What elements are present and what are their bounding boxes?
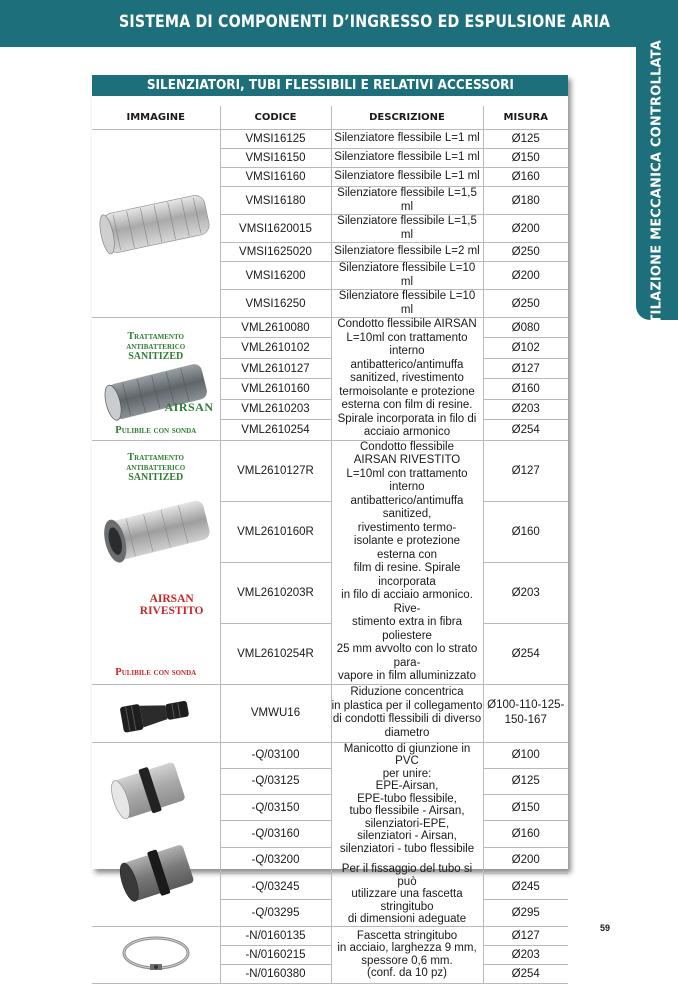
airsan-rivestito-description: Condotto flessibile AIRSAN RIVESTITO L=10ml con trattamento interno antibatterico/antimuffa sanitized, rivestimento termo- isolante e protezione esterna con film di resine. Spirale incorporata in filo di acciaio armonico. Rive- stimento extra in fibra poliestere 25 mm avvolto con lo strato para- vapore in film alluminizzato — [331, 440, 483, 684]
product-size: Ø200 — [483, 847, 568, 873]
product-size: Ø295 — [483, 900, 568, 926]
product-code: VMSI16200 — [220, 262, 331, 290]
clamp-image — [92, 926, 220, 983]
product-code: VML2610127R — [220, 440, 331, 501]
product-code: VMSI16180 — [220, 187, 331, 215]
product-size: Ø127 — [483, 358, 568, 378]
page-title: SISTEMA DI COMPONENTI D’INGRESSO ED ESPULSIONE ARIA — [118, 12, 610, 31]
product-code: VML2610254R — [220, 623, 331, 684]
clamp-description: Fascetta stringitubo in acciaio, larghezza 9 mm, spessore 0,6 mm. (conf. da 10 pz) — [331, 926, 483, 983]
product-size: Ø200 — [483, 262, 568, 290]
product-code: VML2610203R — [220, 562, 331, 623]
product-code: VML2610080 — [220, 318, 331, 338]
product-size: Ø180 — [483, 187, 568, 215]
product-size: Ø125 — [483, 768, 568, 794]
col-header-size: MISURA — [483, 106, 568, 130]
product-size: Ø160 — [483, 501, 568, 562]
product-code: -N/0160215 — [220, 945, 331, 964]
product-size: Ø102 — [483, 338, 568, 358]
table-header-row — [92, 106, 568, 130]
col-header-code: CODICE — [220, 106, 331, 130]
product-table — [92, 106, 568, 984]
col-header-image: IMMAGINE — [92, 106, 220, 130]
top-header-bar — [0, 0, 678, 47]
product-description: Silenziatore flessibile L=10 ml — [331, 290, 483, 318]
sanitized-label: Trattamento antibatterico SANITIZED — [126, 451, 186, 483]
product-description: Silenziatore flessibile L=1,5 ml — [331, 215, 483, 243]
product-code: -Q/03125 — [220, 768, 331, 794]
product-size: Ø250 — [483, 243, 568, 262]
product-description: Silenziatore flessibile L=1 ml — [331, 130, 483, 149]
product-size: Ø127 — [483, 440, 568, 501]
col-header-description: DESCRIZIONE — [331, 106, 483, 130]
product-size: Ø203 — [483, 945, 568, 964]
product-size: Ø254 — [483, 623, 568, 684]
sleeve-image — [92, 742, 220, 926]
reducer-icon — [111, 687, 201, 737]
product-code: -Q/03245 — [220, 873, 331, 899]
product-code: -Q/03150 — [220, 795, 331, 821]
product-size: Ø200 — [483, 215, 568, 243]
reducer-image — [92, 684, 220, 742]
product-code: VML2610160 — [220, 379, 331, 399]
cleanable-label: Pulibile con sonda — [115, 424, 197, 436]
product-size: Ø250 — [483, 290, 568, 318]
panel-title: SILENZIATORI, TUBI FLESSIBILI E RELATIVI ACCESSORI — [92, 75, 568, 96]
product-size: Ø100-110-125- 150-167 — [483, 684, 568, 742]
product-code: -Q/03160 — [220, 821, 331, 847]
product-size: Ø150 — [483, 795, 568, 821]
page-number: 59 — [600, 923, 611, 933]
silencer-duct-icon — [96, 152, 216, 292]
airsan-image — [92, 318, 220, 441]
product-code: -N/0160135 — [220, 926, 331, 945]
side-section-tab — [636, 39, 678, 355]
product-code: VML2610203 — [220, 399, 331, 419]
product-size: Ø245 — [483, 873, 568, 899]
product-code: VMSI16150 — [220, 149, 331, 168]
product-description: Silenziatore flessibile L=1 ml — [331, 168, 483, 187]
silencer-image — [92, 130, 220, 318]
table-row — [92, 926, 568, 945]
airsan-rivestito-image — [92, 440, 220, 684]
airsan-description: Condotto flessibile AIRSAN L=10ml con trattamento interno antibatterico/antimuffa sanitized, rivestimento termoisolante e protezione esterna con film di resine. Spirale incorporata in filo di acciaio armonico — [331, 318, 483, 441]
product-code: VML2610127 — [220, 358, 331, 378]
product-description: Silenziatore flessibile L=1 ml — [331, 149, 483, 168]
product-size: Ø080 — [483, 318, 568, 338]
product-size: Ø254 — [483, 964, 568, 983]
side-tab-label: VENTILAZIONE MECCANICA CONTROLLATA — [649, 39, 665, 355]
airsan-brand: AIRSAN — [164, 400, 214, 414]
product-size: Ø127 — [483, 926, 568, 945]
table-row — [92, 742, 568, 768]
product-size: Ø160 — [483, 379, 568, 399]
product-code: VML2610254 — [220, 420, 331, 440]
product-code: -Q/03200 — [220, 847, 331, 873]
product-size: Ø150 — [483, 149, 568, 168]
product-panel — [92, 75, 568, 980]
cleanable-label: Pulibile con sonda — [115, 666, 197, 678]
product-size: Ø160 — [483, 168, 568, 187]
sanitized-label: Trattamento antibatterico SANITIZED — [126, 331, 186, 363]
pvc-sleeve-icon — [106, 748, 206, 918]
product-code: -N/0160380 — [220, 964, 331, 983]
product-code: VML2610160R — [220, 501, 331, 562]
product-code: -Q/03100 — [220, 742, 331, 768]
table-row — [92, 318, 568, 338]
hose-clamp-icon — [116, 928, 196, 978]
table-row — [92, 130, 568, 149]
product-code: -Q/03295 — [220, 900, 331, 926]
product-code: VMSI1620015 — [220, 215, 331, 243]
product-size: Ø203 — [483, 562, 568, 623]
product-size: Ø254 — [483, 420, 568, 440]
product-code: VMSI16160 — [220, 168, 331, 187]
product-code: VMWU16 — [220, 684, 331, 742]
product-code: VMSI1625020 — [220, 243, 331, 262]
product-description: Silenziatore flessibile L=2 ml — [331, 243, 483, 262]
product-size: Ø203 — [483, 399, 568, 419]
airsan-rivestito-brand: AIRSAN RIVESTITO — [139, 592, 204, 617]
airsan-rivestito-duct-icon — [96, 491, 216, 571]
table-row — [92, 684, 568, 742]
product-code: VMSI16250 — [220, 290, 331, 318]
product-size: Ø160 — [483, 821, 568, 847]
reducer-description: Riduzione concentrica in plastica per il collegamento di condotti flessibili di diverso diametro — [331, 684, 483, 742]
product-description: Silenziatore flessibile L=1,5 ml — [331, 187, 483, 215]
product-size: Ø125 — [483, 130, 568, 149]
table-row — [92, 440, 568, 501]
sleeve-description: Manicotto di giunzione in PVC per unire: EPE-Airsan, EPE-tubo flessibile, tubo flessibile - Airsan, silenziatori-EPE, silenziatori - Airsan, silenziatori - tubo flessibile Per il fissaggio del tubo si può utilizzare una fascetta stringitubo di dimensioni adeguate — [331, 742, 483, 926]
product-code: VMSI16125 — [220, 130, 331, 149]
product-description: Silenziatore flessibile L=10 ml — [331, 262, 483, 290]
product-code: VML2610102 — [220, 338, 331, 358]
product-size: Ø100 — [483, 742, 568, 768]
